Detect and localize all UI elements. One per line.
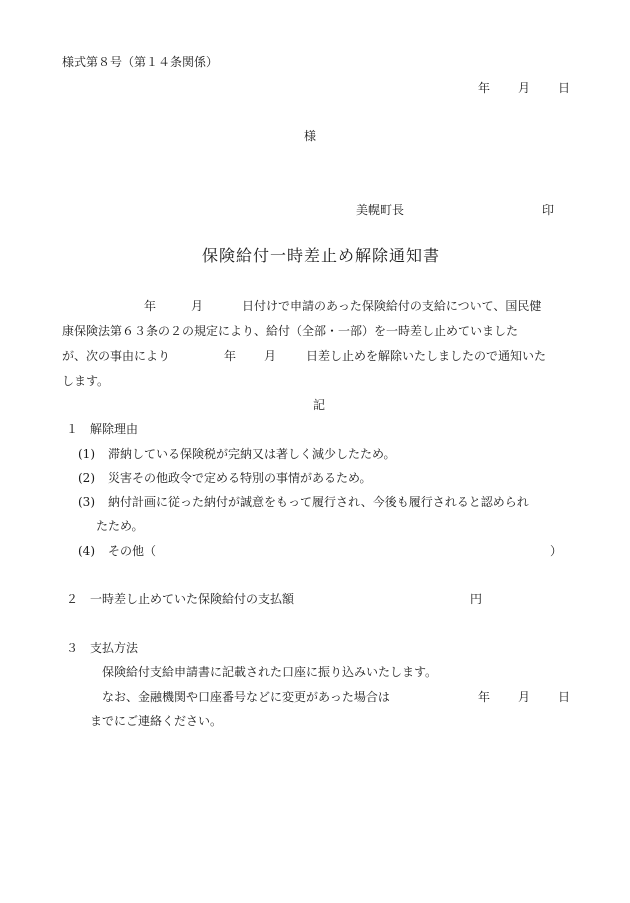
date-day-label: 日	[558, 81, 571, 95]
section-2-text: 一時差し止めていた保険給付の支払額	[90, 592, 295, 606]
section-2-number: ２	[66, 592, 79, 606]
section-1-number: １	[66, 422, 79, 436]
reason-2-number: (2)	[78, 471, 95, 485]
section-3-line-1: 保険給付支給申請書に記載された口座に振り込みいたします。	[102, 665, 438, 679]
reason-4-text: その他（	[108, 544, 157, 558]
reason-1-text: 滞納している保険税が完納又は著しく減少したため。	[108, 447, 396, 461]
body-month-label: 月	[191, 299, 204, 313]
reason-4-number: (4)	[78, 544, 95, 558]
reason-2-text: 災害その他政令で定める特別の事情があるため。	[108, 471, 372, 485]
body-line-3-suffix: 日差し止めを解除いたしましたので通知いた	[306, 349, 547, 363]
reason-3-text: 納付計画に従った納付が誠意をもって履行され、今後も履行されると認められ	[108, 495, 529, 509]
body-line-3-month: 月	[264, 349, 277, 363]
section-3-number: ３	[66, 641, 79, 655]
document-title: 保険給付一時差止め解除通知書	[202, 246, 441, 265]
reason-4-close-paren: ）	[550, 544, 563, 558]
body-line-3-year: 年	[224, 349, 237, 363]
body-line-2: 康保険法第６３条の２の規定により、給付（全部・一部）を一時差し止めていました	[62, 324, 519, 338]
body-line-1: 日付けで申請のあった保険給付の支給について、国民健	[242, 299, 542, 313]
section-2-unit: 円	[470, 592, 483, 606]
body-line-4: します。	[62, 374, 110, 388]
addressee-suffix: 様	[304, 129, 317, 143]
ki-label: 記	[313, 398, 326, 412]
reason-3-continuation: たため。	[96, 519, 144, 533]
issuer-name: 美幌町長	[356, 203, 405, 217]
reason-3-number: (3)	[78, 495, 95, 509]
seal-mark: 印	[542, 203, 555, 217]
date-month-label: 月	[518, 81, 531, 95]
section-1-heading: 解除理由	[90, 422, 139, 436]
section-3-day: 日	[558, 690, 571, 704]
section-3-year: 年	[478, 690, 491, 704]
section-3-line-2: なお、金融機関や口座番号などに変更があった場合は	[102, 690, 390, 704]
form-number: 様式第８号（第１４条関係）	[62, 55, 219, 69]
reason-1-number: (1)	[78, 447, 95, 461]
body-line-3-prefix: が、次の事由により	[62, 349, 171, 363]
section-3-month: 月	[518, 690, 531, 704]
body-year-label: 年	[144, 299, 157, 313]
section-3-heading: 支払方法	[90, 641, 139, 655]
section-3-line-3: までにご連絡ください。	[90, 714, 223, 728]
date-year-label: 年	[478, 81, 491, 95]
